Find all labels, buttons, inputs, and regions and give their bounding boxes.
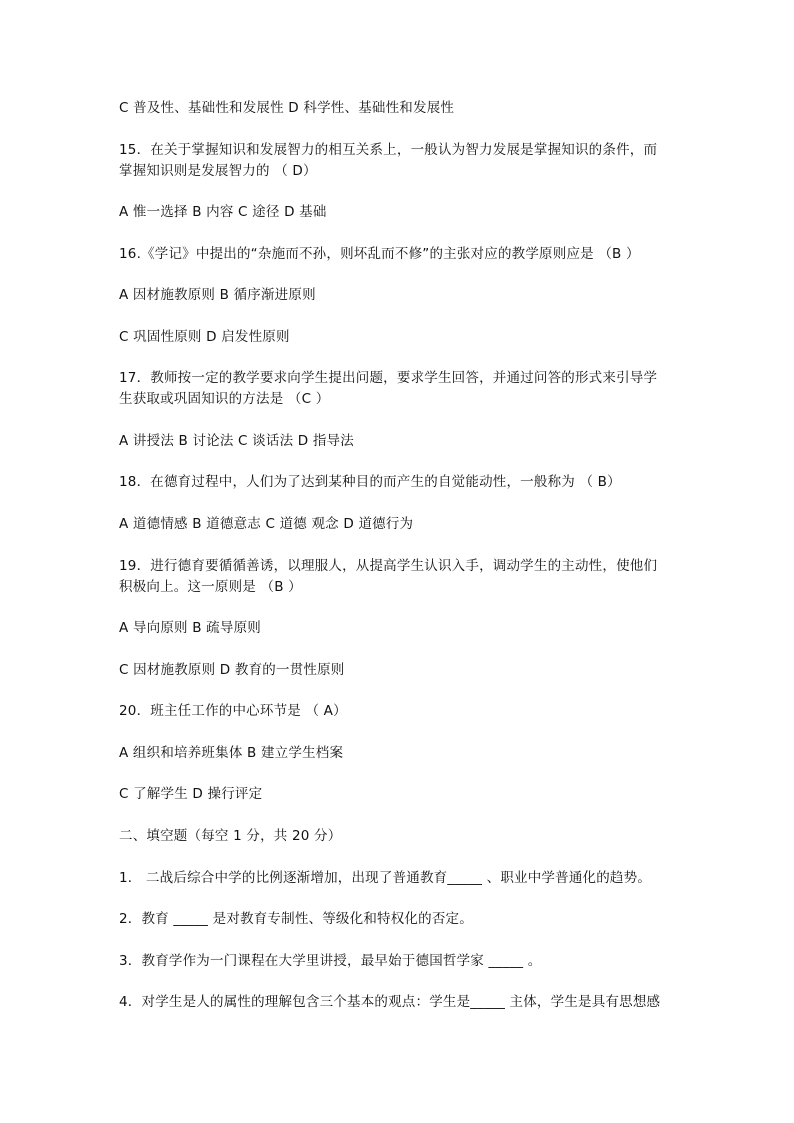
question-18: 18．在德育过程中，人们为了达到某种目的而产生的自觉能动性，一般称为 （ B） [119,474,621,490]
question-18-options: A 道德情感 B 道德意志 C 道德 观念 D 道德行为 [119,516,414,532]
fill-blank-2: 2．教育 _____ 是对教育专制性、等级化和特权化的否定。 [119,911,473,927]
question-16: 16.《学记》中提出的“杂施而不孙，则坏乱而不修”的主张对应的教学原则应是 （B ） [119,246,640,262]
question-20: 20．班主任工作的中心环节是 （ A） [119,703,347,719]
question-17-line-1: 17．教师按一定的教学要求向学生提出问题，要求学生回答，并通过问答的形式来引导学 [119,370,658,386]
question-17-line-2: 生获取或巩固知识的方法是 （C ） [119,391,330,407]
question-15-options: A 惟一选择 B 内容 C 途径 D 基础 [119,204,327,220]
question-20-options-cd: C 了解学生 D 操行评定 [119,786,263,802]
question-17-options: A 讲授法 B 讨论法 C 谈话法 D 指导法 [119,433,354,449]
question-16-options-ab: A 因材施教原则 B 循序渐进原则 [119,287,316,303]
question-15-line-1: 15．在关于掌握知识和发展智力的相互关系上，一般认为智力发展是掌握知识的条件，而 [119,142,658,158]
fill-blank-3: 3．教育学作为一门课程在大学里讲授，最早始于德国哲学家 _____ 。 [119,953,542,969]
question-16-options-cd: C 巩固性原则 D 启发性原则 [119,329,290,345]
question-19-line-1: 19．进行德育要循循善诱，以理服人，从提高学生认识入手，调动学生的主动性，使他们 [119,558,658,574]
fill-blank-4: 4．对学生是人的属性的理解包含三个基本的观点：学生是_____ 主体，学生是具有思想感 [119,994,661,1010]
question-15-line-2: 掌握知识则是发展智力的 （ D） [119,163,317,179]
question-20-options-ab: A 组织和培养班集体 B 建立学生档案 [119,745,344,761]
option-line-14cd: C 普及性、基础性和发展性 D 科学性、基础性和发展性 [119,100,455,116]
fill-blank-1: 1． 二战后综合中学的比例逐渐增加，出现了普通教育_____ 、职业中学普通化的趋势。 [119,870,652,886]
question-19-options-ab: A 导向原则 B 疏导原则 [119,620,261,636]
section-heading-fill-blank: 二、填空题（每空 1 分，共 20 分） [119,828,342,844]
question-19-line-2: 积极向上。这一原则是 （B ） [119,579,302,595]
question-19-options-cd: C 因材施教原则 D 教育的一贯性原则 [119,662,345,678]
